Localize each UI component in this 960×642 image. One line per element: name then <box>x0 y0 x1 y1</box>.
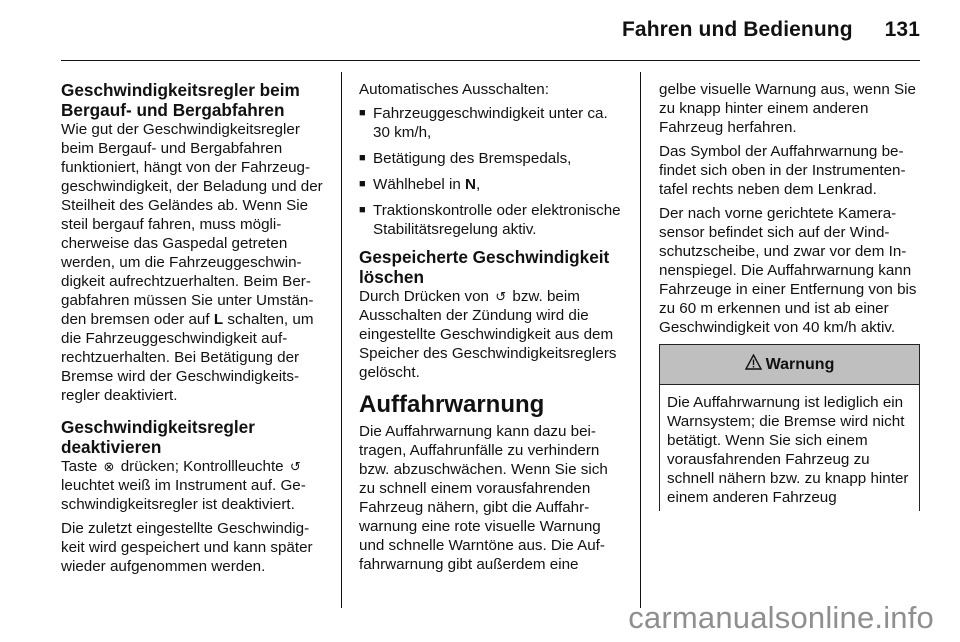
paragraph-deaktivieren: Taste ⊗ drücken; Kontrollleuchte ↺ leuchtet weiß im Instrument auf. Geschwindigkeitsregler ist deaktiviert. <box>61 458 306 513</box>
heading-auffahrwarnung: Auffahrwarnung <box>359 391 545 418</box>
heading-loeschen: Gespeicherte Geschwindigkeit löschen <box>359 247 610 287</box>
warning-box <box>659 344 920 511</box>
column-2 <box>359 80 625 579</box>
warning-body <box>660 385 919 507</box>
cruise-control-icon: ↺ <box>495 289 507 304</box>
column-3 <box>659 80 923 342</box>
heading-bergauf: Geschwindigkeitsregler beim Bergauf- und Bergabfahren <box>61 80 300 120</box>
page-number: 131 <box>884 18 920 41</box>
warning-header <box>660 345 919 385</box>
header-rule <box>61 60 920 61</box>
chapter-title: Fahren und Bedienung <box>621 18 853 41</box>
cruise-cancel-icon: ⊗ <box>103 459 115 474</box>
column-divider-2 <box>640 72 641 608</box>
auto-off-list <box>359 104 625 239</box>
page-header <box>622 18 920 42</box>
list-item: ■ Betätigung des Bremspedals, <box>359 149 625 168</box>
paragraph-bergauf: Wie gut der Geschwindigkeitsregler beim Bergauf- und Bergabfahren funktioniert, hängt von der Fahrzeuggeschwindigkeit, der Beladung und der Steilheit des Geländes ab. Wenn Sie steil bergauf fahren, muss möglicherweise das Gaspedal getreten werden, um die Fahrzeuggeschwindigkeit aufrechtzuerhalten. Beim Bergabfahren müssen Sie unter Umständen bremsen oder auf L schalten, um die Fahrzeuggeschwindigkeit aufrechtzuerhalten. Bei Betätigung der Bremse wird der Geschwindigkeitsregler deaktiviert. <box>61 121 323 404</box>
cruise-control-icon: ↺ <box>289 459 301 474</box>
gear-l: L <box>213 311 224 328</box>
heading-deaktivieren: Geschwindigkeitsregler deaktivieren <box>61 417 255 457</box>
list-item: ■ Traktionskontrolle oder elektronische Stabilitätsregelung aktiv. <box>359 201 625 239</box>
warning-text: Die Auffahrwarnung ist lediglich ein Warnsystem; die Bremse wird nicht betätigt. Wenn Sie sich einem vorausfahrenden Fahrzeug zu schnell nähern bzw. zu knapp hinter einem anderen Fahrzeug <box>667 394 909 506</box>
paragraph-symbol: Das Symbol der Auffahrwarnung befindet sich oben in der Instrumententafel rechts neben dem Lenkrad. <box>659 143 906 198</box>
column-1 <box>61 80 327 581</box>
list-item: ■ Wählhebel in N, <box>359 175 625 194</box>
warning-triangle-icon <box>745 354 762 375</box>
watermark: carmanualsonline.info <box>628 600 934 635</box>
paragraph-auffahrwarnung: Die Auffahrwarnung kann dazu beitragen, Auffahrunfälle zu verhindern bzw. abzuschwächen. Wenn Sie sich zu schnell einem vorausfahrenden Fahrzeug nähern, gibt die Auffahrwarnung eine rote visuelle Warnung und schnelle Warntöne aus. Die Auffahrwarnung gibt außerdem eine <box>359 423 608 573</box>
column-divider-1 <box>341 72 342 608</box>
paragraph-loeschen: Durch Drücken von ↺ bzw. beim Ausschalten der Zündung wird die eingestellte Geschwindigkeit aus dem Speicher des Geschwindigkeitsreglers gelöscht. <box>359 288 617 381</box>
warning-title: Warnung <box>765 355 835 373</box>
paragraph-gelbe-warnung: gelbe visuelle Warnung aus, wenn Sie zu knapp hinter einem anderen Fahrzeug herfahren. <box>659 81 916 136</box>
list-item: ■ Fahrzeuggeschwindigkeit unter ca. 30 km/h, <box>359 104 625 142</box>
paragraph-gespeichert: Die zuletzt eingestellte Geschwindigkeit wird gespeichert und kann später wieder aufgenommen werden. <box>61 520 313 575</box>
paragraph-kamera: Der nach vorne gerichtete Kamerasensor befindet sich auf der Windschutzscheibe, und zwar vor dem Innenspiegel. Die Auffahrwarnung kann Fahrzeuge in einer Entfernung von bis zu 60 m erkennen und ist ab einer Geschwindigkeit von 40 km/h aktiv. <box>659 205 917 336</box>
auto-off-label: Automatisches Ausschalten: <box>359 81 549 98</box>
